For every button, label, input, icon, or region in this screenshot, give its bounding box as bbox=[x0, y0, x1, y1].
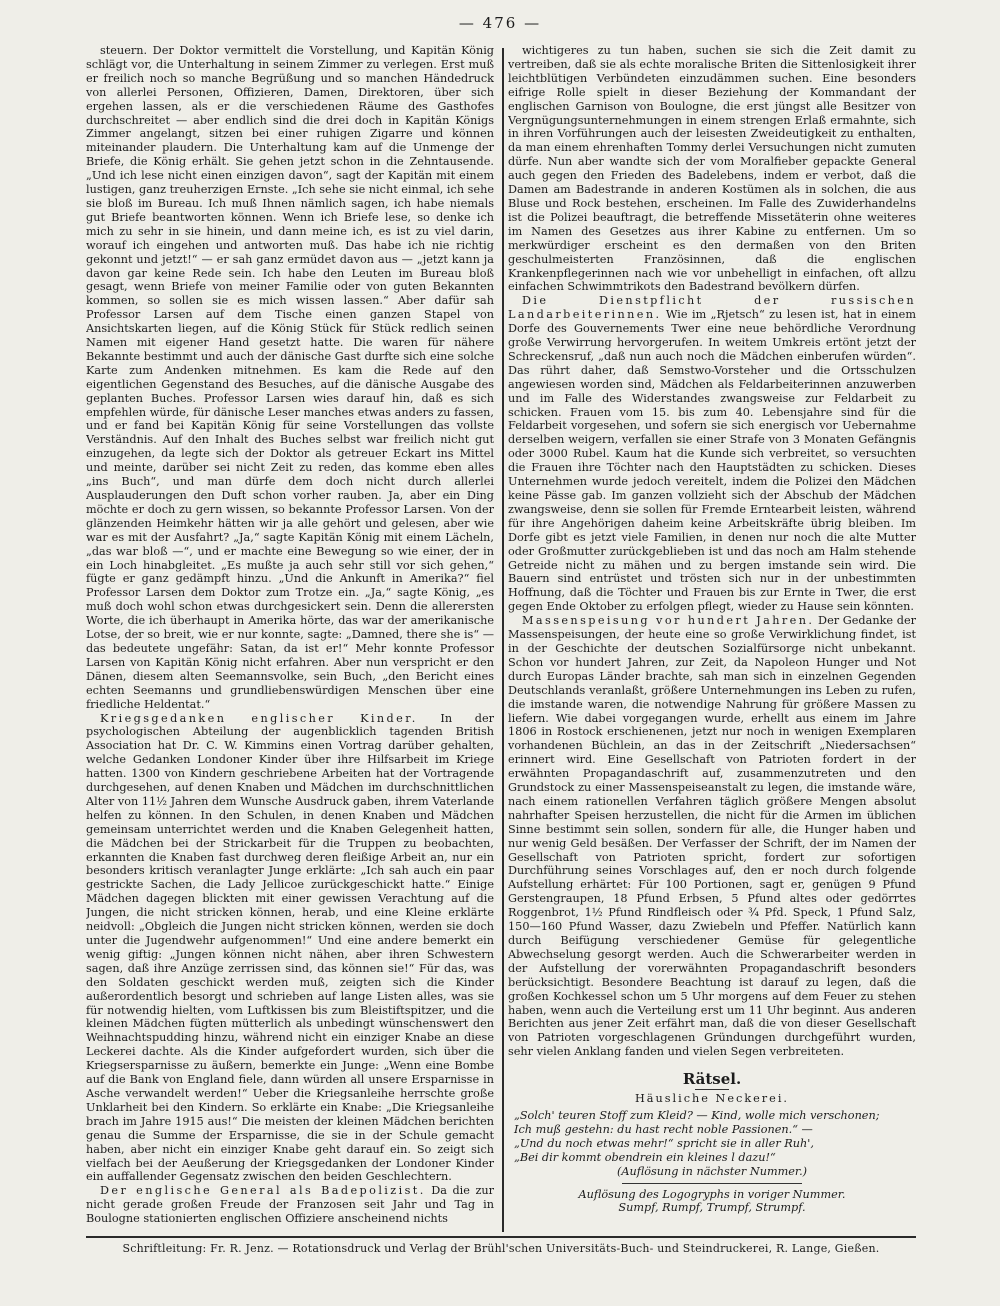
puzzle-line: „Und du noch etwas mehr!“ spricht sie in aller Ruh', bbox=[514, 1136, 814, 1150]
puzzle-divider bbox=[622, 1183, 802, 1184]
puzzle-line: Ich muß gestehn: du hast recht noble Passionen.“ — bbox=[514, 1122, 813, 1136]
footer-divider bbox=[86, 1236, 916, 1238]
article-paragraph bbox=[86, 44, 494, 712]
article-paragraph bbox=[508, 44, 916, 294]
article-paragraph bbox=[86, 1184, 494, 1226]
paragraph-text: steuern. Der Doktor vermittelt die Vorstellung, und Kapitän König schlägt vor, die Unterhaltung in seinem Zimmer zu verlegen. Erst muß er freilich noch so manche Begrüßung und so manchen Händedruck von allerlei Personen, Offizieren, Damen, Direktoren, über sich ergehen lassen, als er die verschiedenen Räume des Gasthofes durchschreitet — aber endlich sind die drei doch in Kapitän Königs Zimmer angelangt, sitzen bei einer ruhigen Zigarre und können miteinander plaudern. Die Unterhaltung kam auf die Unmenge der Briefe, die König erhält. Sie gehen jetzt schon in die Zehntausende. „Und ich lese nicht einen einzigen davon“, sagt der Kapitän mit einem lustigen, ganz treuherzigen Ernste. „Ich sehe sie nicht einmal, ich sehe sie bloß im Bureau. Ich muß Ihnen nämlich sagen, ich habe niemals gut Briefe beantworten können. Wenn ich Briefe lese, so denke ich mich zu sehr in sie hinein, und dann meine ich, es ist zu viel darin, worauf ich eingehen und antworten muß. Das habe ich nie richtig gekonnt und jetzt!“ — er sah ganz ermüdet davon aus — „jetzt kann ja davon gar keine Rede sein. Ich habe den Leuten im Bureau bloß gesagt, wenn Briefe von meiner Familie oder von guten Bekannten kommen, so sollen sie es mich wissen lassen.“ Aber dafür sah Professor Larsen auf dem Tische einen ganzen Stapel von Ansichtskarten liegen, auf die König Stück für Stück redlich seinen Namen mit eigener Hand gesetzt hatte. Die waren für nähere Bekannte bestimmt und auch der dänische Gast durfte sich eine solche Karte zum Andenken mitnehmen. Es kam die Rede auf den eigentlichen Gegenstand des Besuches, auf die dänische Ausgabe des geplanten Buches. Professor Larsen wies darauf hin, daß es sich empfehlen würde, für dänische Leser manches etwas anders zu fassen, und er fand bei Kapitän König für seine Vorstellungen das vollste Verständnis. Auf den Inhalt des Buches selbst war freilich nicht gut einzugehen, da legte sich der Doktor als getreuer Eckart ins Mittel und meinte, darüber sei nicht Zeit zu reden, das komme eben alles „ins Buch“, und man dürfe dem doch nicht durch allerlei Ausplauderungen den Duft schon vorher rauben. Ja, aber ein Ding möchte er doch zu gern wissen, so bekannte Professor Larsen. Von der glänzenden Heimkehr hätten wir ja alle gehört und gelesen, aber wie war es mit der Ausfahrt? „Ja,“ sagte Kapitän König mit einem Lächeln, „das war bloß —“, und er machte eine Bewegung so wie einer, der in ein Loch hinabgleitet. „Es mußte ja auch sehr still vor sich gehen,“ fügte er ganz gedämpft hinzu. „Und die Ankunft in Amerika?“ fiel Professor Larsen dem Doktor zum Trotze ein. „Ja,“ sagte König, „es muß doch wohl schon etwas durchgesickert sein. Denn die allerersten Worte, die ich überhaupt in Amerika hörte, das war der amerikanische Lotse, der so breit, wie er nur konnte, sagte: „Damned, there she is“ — das bedeutete ungefähr: Satan, da ist er!“ Mehr konnte Professor Larsen von Kapitän König nicht erfahren. Aber nun verspricht er den Dänen, diesem alten Seemannsvolke, sein Buch, „den Bericht eines echten Seemanns und grundliebenswürdigen Menschen über eine friedliche Heldentat.“ bbox=[86, 44, 494, 711]
right-column bbox=[508, 44, 916, 1230]
article-paragraph bbox=[508, 614, 916, 1059]
puzzle-subtitle: Häusliche Neckerei. bbox=[635, 1092, 789, 1106]
page-number: — 476 — bbox=[458, 14, 542, 32]
puzzle-line: „Solch' teuren Stoff zum Kleid? — Kind, wolle mich verschonen; bbox=[514, 1108, 880, 1122]
paragraph-text: In der psychologischen Abteilung der augenblicklich tagenden British Association hat Dr. C. W. Kimmins einen Vortrag darüber gehalten, welche Gedanken Londoner Kinder über ihre Hilfsarbeit im Kriege hatten. 1300 von Kindern geschriebene Arbeiten hat der Vortragende durchgesehen, auf denen Knaben und Mädchen im durchschnittlichen Alter von 11½ Jahren dem Wunsche Ausdruck gaben, ihrem Vaterlande helfen zu können. In den Schulen, in denen Knaben und Mädchen gemeinsam unterrichtet werden und die Knaben Gelegenheit hatten, die Mädchen bei der Strickarbeit für die Truppen zu beobachten, erkannten die Knaben fast durchweg deren fleißige Arbeit an, nur ein besonders kritisch veranlagter Junge erklärte: „Ich sah auch ein paar gestrickte Sachen, die Lady Jellicoe zurückgeschickt hatte.“ Einige Mädchen dagegen blickten mit einer gewissen Verachtung auf die Jungen, die nicht stricken können, herab, und eine Kleine erklärte neidvoll: „Obgleich die Jungen nicht stricken können, werden sie doch unter die Jugendwehr aufgenommen!“ Und eine andere bemerkt ein wenig giftig: „Jungen können nicht nähen, aber ihren Schwestern sagen, daß ihre Anzüge zerrissen sind, das können sie!“ Für das, was den Soldaten geschickt werden muß, zeigten sich die Kinder außerordentlich besorgt und schrieben auf lange Listen alles, was sie für notwendig hielten, vom Luftkissen bis zum Bleistiftspitzer, und die kleinen Mädchen fügten mütterlich als unbedingt wünschenswert den Weihnachtspudding hinzu, während nicht ein einziger Knabe an diese Leckerei dachte. Als die Kinder aufgefordert wurden, sich über die Kriegsersparnisse zu äußern, bemerkte ein Junge: „Wenn eine Bombe auf die Bank von England fiele, dann würden all unsere Ersparnisse in Asche verwandelt werden!“ Ueber die Kriegsanleihe herrschte große Unklarheit bei den Kindern. So erklärte ein Knabe: „Die Kriegsanleihe brach im Jahre 1915 aus!“ Die meisten der kleinen Mädchen berichten genau die Summe der Ersparnisse, die sie in der Schule gemacht haben, aber nicht ein einziger Knabe geht darauf ein. So zeigt sich vielfach bei der Aeußerung der Kriegsgedanken der Londoner Kinder ein auffallender Gegensatz zwischen den beiden Geschlechtern. bbox=[86, 711, 494, 1184]
solution-words: Sumpf, Rumpf, Trumpf, Strumpf. bbox=[618, 1201, 806, 1215]
article-paragraph bbox=[86, 712, 494, 1185]
puzzle-title: Rätsel. bbox=[508, 1073, 916, 1090]
solution-heading: Auflösung des Logogryphs in voriger Nummer. bbox=[578, 1187, 846, 1201]
article-paragraph bbox=[508, 294, 916, 614]
paragraph-text: Wie im „Rjetsch“ zu lesen ist, hat in einem Dorfe des Gouvernements Twer eine neue behördliche Verordnung große Verwirrung hervorgerufen. In weitem Umkreis ertönt jetzt der Schreckensruf, „daß nun auch noch die Mädchen einberufen würden“. Das rührt daher, daß Semstwo-Vorsteher und die Ortsschulzen angewiesen worden sind, Mädchen als Feldarbeiterinnen anzuwerben und im Falle des Widerstandes zwangsweise zur Feldarbeit zu schicken. Frauen vom 15. bis zum 40. Lebensjahre sind für die Feldarbeit vorgesehen, und sofern sie sich energisch vor Uebernahme derselben weigern, verfallen sie einer Strafe von 3 Monaten Gefängnis oder 3000 Rubel. Kaum hat die Kunde sich verbreitet, so versuchten die Frauen ihre Töchter nach den Hauptstädten zu schicken. Dieses Unternehmen wurde jedoch vereitelt, indem die Polizei den Mädchen keine Pässe gab. Im ganzen vollzieht sich der Abschub der Mädchen zwangsweise, denn sie sollen für Fremde Erntearbeit leisten, während für ihre Angehörigen daheim keine Arbeitskräfte übrig bleiben. Im Dorfe gibt es jetzt viele Familien, in denen nur noch die alte Mutter oder Großmutter zurückgeblieben ist und das noch am Halm stehende Getreide nicht zu mähen und zu bergen imstande sein wird. Die Bauern sind entrüstet und trösten sich nur in der unbestimmten Hoffnung, daß die Töchter und Frauen bis zur Ernte in Twer, die erst gegen Ende Oktober zu erfolgen pflegt, wieder zu Hause sein könnten. bbox=[508, 308, 916, 614]
puzzle-note: (Auflösung in nächster Nummer.) bbox=[616, 1164, 808, 1178]
article-heading: Kriegsgedanken englischer Kinder. bbox=[100, 711, 418, 725]
paragraph-text: wichtigeres zu tun haben, suchen sie sich die Zeit damit zu vertreiben, daß sie als echte moralische Briten die Sittenlosigkeit ihrer leichtblütigen Verbündeten einzudämmen suchen. Eine besonders eifrige Rolle spielt in dieser Beziehung der Kommandant der englischen Garnison von Boulogne, die erst jüngst alle Besitzer von Vergnügungsunternehmungen in einem strengen Erlaß ermahnte, sich in ihren Vorführungen auch der leisesten Zweideutigkeit zu enthalten, da man einem ehrenhaften Tommy derlei Versuchungen nicht zumuten dürfe. Nun aber wandte sich der vom Moralfieber gepackte General auch gegen den Frieden des Badelebens, indem er verbot, daß die Damen am Badestrande in anderen Kostümen als in solchen, die aus Bluse und Rock bestehen, erscheinen. Im Falle des Zuwiderhandelns ist die Polizei beauftragt, die betreffende Missetäterin ohne weiteres im Namen des Gesetzes aus ihrer Kabine zu entfernen. Um so merkwürdiger erscheint es den dermaßen von den Briten geschulmeisterten Französinnen, daß die englischen Krankenpflegerinnen nach wie vor unbehelligt in einfachen, oft allzu einfachen Schwimmtrikots den Badestrand bevölkern dürfen. bbox=[508, 44, 916, 294]
article-heading: Der englische General als Badepolizist. bbox=[100, 1184, 426, 1198]
article-heading: Massenspeisung vor hundert Jahren. bbox=[522, 614, 815, 628]
puzzle-line: „Bei dir kommt obendrein ein kleines l dazu!“ bbox=[514, 1150, 776, 1164]
puzzle-box bbox=[508, 1070, 916, 1215]
article-heading: Die Dienstpflicht der russischen Landarbeiterinnen. bbox=[508, 294, 916, 322]
article-columns bbox=[86, 44, 916, 1230]
imprint-footer: Schriftleitung: Fr. R. Jenz. — Rotationsdruck und Verlag der Brühl'schen Universitäts-Buch- und Steindruckerei, R. Lange, Gießen. bbox=[122, 1242, 880, 1255]
paragraph-text: Da die zur nicht gerade großen Freude der Franzosen seit Jahr und Tag in Boulogne stationierten englischen Offiziere anscheinend nichts bbox=[86, 1184, 494, 1226]
left-column bbox=[86, 44, 494, 1230]
paragraph-text: Der Gedanke der Massenspeisungen, der heute eine so große Verwirklichung findet, ist in der Geschichte der deutschen Sozialfürsorge nicht unbekannt. Schon vor hundert Jahren, zur Zeit, da Napoleon Hunger und Not durch Europas Länder brachte, sah man sich in einzelnen Gegenden Deutschlands veranlaßt, größere Unternehmungen ins Leben zu rufen, die imstande waren, die notwendige Nahrung für größere Massen zu liefern. Wie dabei vorgegangen wurde, erhellt aus einem im Jahre 1806 in Rostock erschienenen, jetzt nur noch in wenigen Exemplaren vorhandenen Büchlein, an das in der Zeitschrift „Niedersachsen“ erinnert wird. Eine Gesellschaft von Patrioten fordert in der erwähnten Propagandaschrift auf, zusammenzutreten und den Grundstock zu einer Massenspeiseanstalt zu legen, die imstande wäre, nach einem rationellen Verfahren täglich größere Mengen absolut nahrhafter Speisen herzustellen, die nicht für die Armen im üblichen Sinne bestimmt sein sollen, sondern für alle, die Hunger haben und nur wenig Geld besäßen. Der Verfasser der Schrift, der im Namen der Gesellschaft von Patrioten spricht, fordert zur sofortigen Durchführung seines Vorschlages auf, den er noch durch folgende Aufstellung erhärtet: Für 100 Portionen, sagt er, genügen 9 Pfund Gerstengraupen, 18 Pfund Erbsen, 5 Pfund altes oder gedörrtes Roggenbrot, 1½ Pfund Rindfleisch oder ¾ Pfd. Speck, 1 Pfund Salz, 150—160 Pfund Wasser, dazu Zwiebeln und Pfeffer. Natürlich kann durch Beifügung verschiedener Gemüse für gelegentliche Abwechselung gesorgt werden. Auch die Schwerarbeiter werden in der Aufstellung der vorerwähnten Propagandaschrift besonders berücksichtigt. Besondere Beachtung ist darauf zu legen, daß die großen Kochkessel schon um 5 Uhr morgens auf dem Feuer zu stehen haben, wenn auch die Verteilung erst um 11 Uhr beginnt. Aus anderen Berichten aus jener Zeit erfährt man, daß die von dieser Gesellschaft von Patrioten vorgeschlagenen Gründungen durchgeführt wurden, sehr vielen Anklang fanden und vielen Segen verbreiteten. bbox=[508, 614, 916, 1059]
